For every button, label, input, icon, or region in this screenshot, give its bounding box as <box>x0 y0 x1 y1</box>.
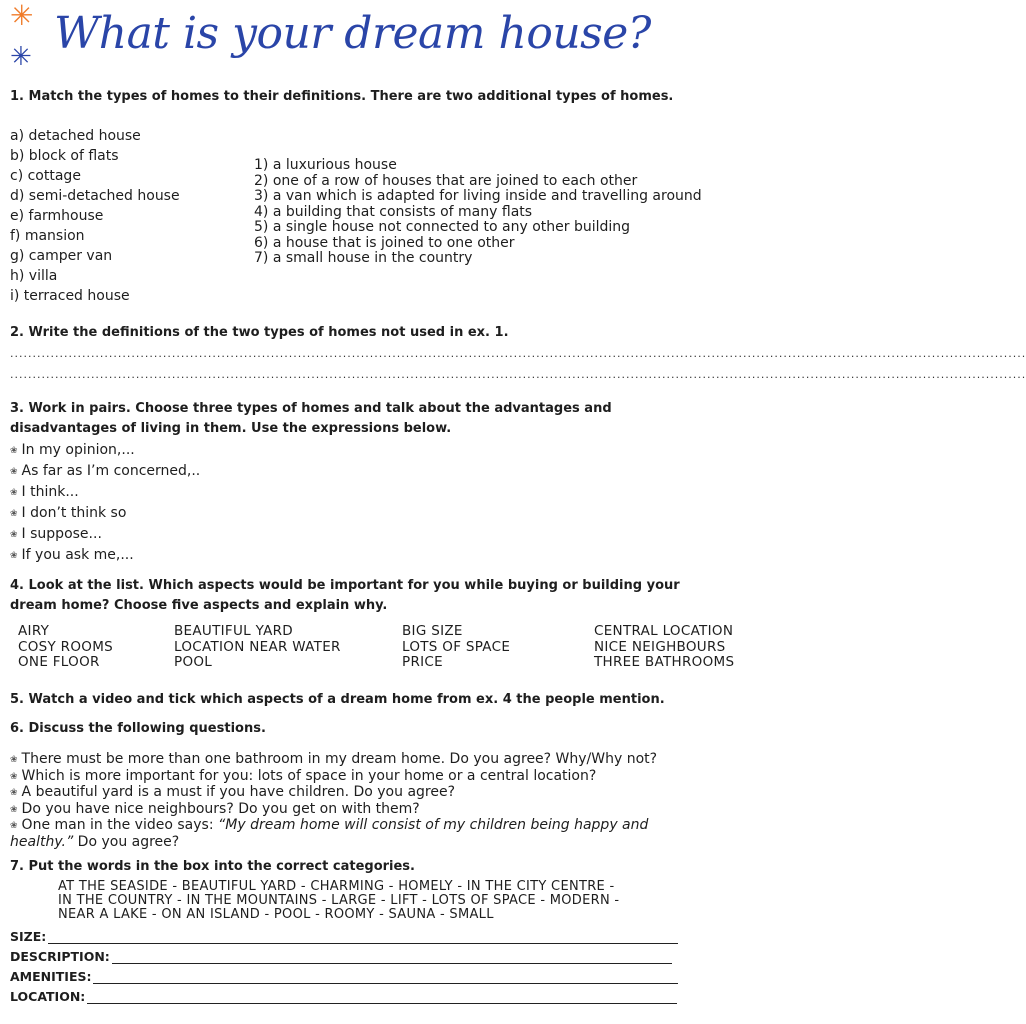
aspects-grid <box>18 624 758 671</box>
word-box-line: IN THE COUNTRY - IN THE MOUNTAINS - LARGE - LIFT - LOTS OF SPACE - MODERN - <box>58 893 620 908</box>
aspect-item: AIRY <box>18 623 50 639</box>
expression-item: ❀ In my opinion,... <box>10 442 135 458</box>
q7-heading: 7. Put the words in the box into the correct categories. <box>10 859 415 874</box>
aspect-item: LOCATION NEAR WATER <box>174 638 341 655</box>
category-size: SIZE: <box>10 926 678 944</box>
expression-item: ❀ If you ask me,... <box>10 547 134 563</box>
aspect-item: BIG SIZE <box>402 623 463 639</box>
aspect-item: COSY ROOMS <box>18 638 114 655</box>
blue-star-icon: ✳ <box>10 42 32 72</box>
location-answer-line[interactable] <box>87 991 677 1004</box>
bullet-icon: ❀ <box>10 788 18 798</box>
size-answer-line[interactable] <box>48 931 678 944</box>
orange-star-icon: ✳ <box>10 0 34 32</box>
home-type-item: a) detached house <box>10 128 141 144</box>
definitions-list <box>254 158 702 267</box>
question-item: ❀ There must be more than one bathroom in my dream home. Do you agree? Why/Why not? <box>10 751 658 767</box>
bullet-icon: ❀ <box>10 821 18 831</box>
definition-item: 4) a building that consists of many flats <box>254 203 533 220</box>
question-item: ❀ One man in the video says: “My dream home will consist of my children being happy and <box>10 817 649 833</box>
q1-heading: 1. Match the types of homes to their definitions. There are two additional types of homes. <box>10 89 674 104</box>
q6-heading: 6. Discuss the following questions. <box>10 721 266 736</box>
aspect-item: NICE NEIGHBOURS <box>594 638 726 655</box>
answer-line-1[interactable]: .................................................................................................................................................................................................................................. <box>10 347 1026 360</box>
expression-item: ❀ I suppose... <box>10 526 102 542</box>
bullet-icon: ❀ <box>10 551 18 561</box>
home-type-item: g) camper van <box>10 248 113 264</box>
expression-item: ❀ As far as I’m concerned,.. <box>10 463 201 479</box>
definition-item: 2) one of a row of houses that are joined to each other <box>254 172 638 189</box>
q2-heading: 2. Write the definitions of the two types of homes not used in ex. 1. <box>10 325 509 340</box>
bullet-icon: ❀ <box>10 755 18 765</box>
question-item: ❀ Which is more important for you: lots of space in your home or a central location? <box>10 767 597 784</box>
definition-item: 1) a luxurious house <box>254 157 397 173</box>
home-type-item: h) villa <box>10 268 58 284</box>
expressions-list <box>10 440 200 566</box>
home-types-list <box>10 126 180 306</box>
bullet-icon: ❀ <box>10 804 18 815</box>
aspect-item: LOTS OF SPACE <box>402 638 511 655</box>
category-description: DESCRIPTION: <box>10 946 672 964</box>
question-item: ❀ A beautiful yard is a must if you have children. Do you agree? <box>10 784 456 800</box>
home-type-item: b) block of flats <box>10 148 119 164</box>
home-type-item: d) semi-detached house <box>10 188 180 204</box>
category-location: LOCATION: <box>10 986 677 1004</box>
amenities-answer-line[interactable] <box>93 971 678 984</box>
aspect-item: BEAUTIFUL YARD <box>174 623 294 639</box>
bullet-icon: ❀ <box>10 467 18 477</box>
word-box-line: NEAR A LAKE - ON AN ISLAND - POOL - ROOMY - SAUNA - SMALL <box>58 907 494 922</box>
home-type-item: e) farmhouse <box>10 208 104 224</box>
definition-item: 7) a small house in the country <box>254 250 473 266</box>
q3-heading-line2: disadvantages of living in them. Use the expressions below. <box>10 421 452 436</box>
q3-heading-line1: 3. Work in pairs. Choose three types of homes and talk about the advantages and <box>10 401 612 416</box>
q4-heading-line1: 4. Look at the list. Which aspects would be important for you while buying or building your <box>10 578 680 593</box>
quote-end: healthy.” <box>10 833 74 850</box>
q4-heading-line2: dream home? Choose five aspects and explain why. <box>10 598 388 613</box>
expression-item: ❀ I think... <box>10 484 79 500</box>
question-item-continued: healthy.” Do you agree? <box>10 833 180 850</box>
answer-line-2[interactable]: .................................................................................................................................................................................................................................. <box>10 368 1026 381</box>
quote: “My dream home will consist of my children being happy and <box>218 817 649 833</box>
category-amenities: AMENITIES: <box>10 966 678 984</box>
home-type-item: c) cottage <box>10 168 81 184</box>
definition-item: 3) a van which is adapted for living inside and travelling around <box>254 188 702 204</box>
bullet-icon: ❀ <box>10 771 18 782</box>
aspect-item: POOL <box>174 654 213 670</box>
page-title: What is your dream house? <box>54 8 651 59</box>
aspect-item: PRICE <box>402 654 443 670</box>
expression-item: ❀ I don’t think so <box>10 505 127 521</box>
bullet-icon: ❀ <box>10 488 18 498</box>
bullet-icon: ❀ <box>10 446 18 456</box>
question-item: ❀ Do you have nice neighbours? Do you get on with them? <box>10 800 420 817</box>
definition-item: 6) a house that is joined to one other <box>254 234 515 251</box>
definition-item: 5) a single house not connected to any other building <box>254 219 631 235</box>
q5-heading: 5. Watch a video and tick which aspects of a dream home from ex. 4 the people mention. <box>10 692 665 707</box>
discussion-questions <box>10 752 657 850</box>
aspect-item: CENTRAL LOCATION <box>594 623 734 639</box>
home-type-item: i) terraced house <box>10 288 130 304</box>
word-box <box>58 880 619 922</box>
description-answer-line[interactable] <box>112 951 672 964</box>
home-type-item: f) mansion <box>10 228 85 244</box>
aspect-item: ONE FLOOR <box>18 654 100 670</box>
aspect-item: THREE BATHROOMS <box>594 654 735 670</box>
word-box-line: AT THE SEASIDE - BEAUTIFUL YARD - CHARMING - HOMELY - IN THE CITY CENTRE - <box>58 879 615 894</box>
bullet-icon: ❀ <box>10 509 18 519</box>
bullet-icon: ❀ <box>10 530 18 540</box>
